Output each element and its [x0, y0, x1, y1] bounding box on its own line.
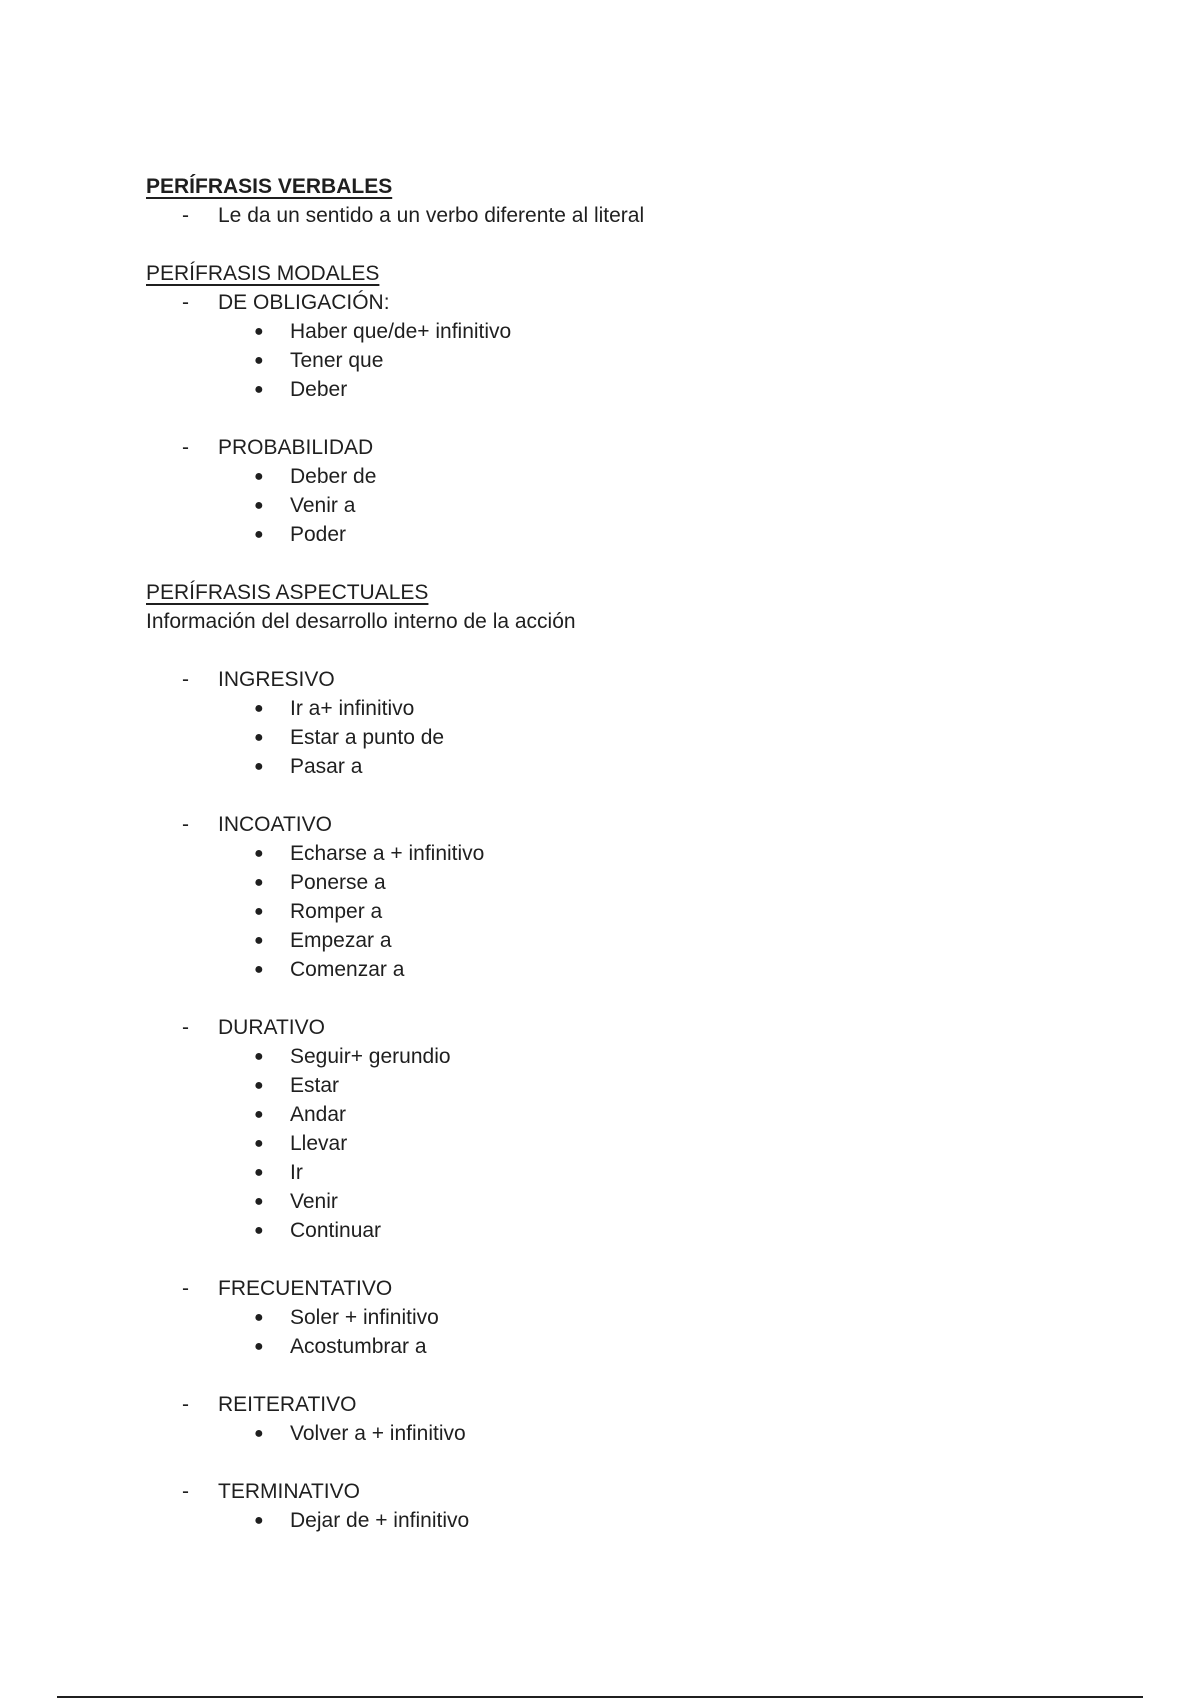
spacer: [146, 1535, 1136, 1564]
list-item-text: Ir a+ infinitivo: [290, 697, 415, 720]
spacer: [146, 230, 1136, 259]
bullet-icon: ●: [254, 874, 264, 891]
list-item: [146, 926, 1136, 955]
section-heading: PERÍFRASIS MODALES: [146, 262, 380, 285]
spacer: [146, 549, 1136, 578]
list-item: [146, 317, 1136, 346]
list-item-text: Continuar: [290, 1219, 382, 1242]
bullet-icon: ●: [254, 1048, 264, 1065]
dash-marker: -: [182, 204, 189, 227]
list-item: [146, 1187, 1136, 1216]
group-label-row: [146, 1390, 1136, 1419]
bullet-icon: ●: [254, 1309, 264, 1326]
group-label-row: [146, 665, 1136, 694]
list-item-text: Deber de: [290, 465, 377, 488]
list-item: [146, 462, 1136, 491]
list-item: [146, 491, 1136, 520]
list-item-text: Comenzar a: [290, 958, 405, 981]
list-item-text: Poder: [290, 523, 347, 546]
bullet-icon: ●: [254, 1135, 264, 1152]
bullet-icon: ●: [254, 961, 264, 978]
bullet-icon: ●: [254, 758, 264, 775]
dash-marker: -: [182, 1277, 189, 1300]
spacer: [146, 984, 1136, 1013]
spacer: [146, 404, 1136, 433]
group-label-row: [146, 810, 1136, 839]
list-item: [146, 1506, 1136, 1535]
bullet-icon: ●: [254, 1164, 264, 1181]
bullet-icon: ●: [254, 381, 264, 398]
list-item-text: Haber que/de+ infinitivo: [290, 320, 512, 343]
list-item-text: Llevar: [290, 1132, 348, 1155]
bullet-icon: ●: [254, 1193, 264, 1210]
section-heading-row: [146, 259, 1136, 288]
bullet-icon: ●: [254, 1106, 264, 1123]
bullet-icon: ●: [254, 729, 264, 746]
list-item-text: Venir: [290, 1190, 338, 1213]
group-label-row: [146, 1013, 1136, 1042]
list-item: [146, 346, 1136, 375]
title-note-row: [146, 201, 1136, 230]
group-label-row: [146, 288, 1136, 317]
section-heading: PERÍFRASIS ASPECTUALES: [146, 581, 429, 604]
list-item-text: Acostumbrar a: [290, 1335, 427, 1358]
list-item-text: Estar: [290, 1074, 340, 1097]
list-item-text: Echarse a + infinitivo: [290, 842, 485, 865]
list-item: [146, 955, 1136, 984]
dash-marker: -: [182, 1480, 189, 1503]
list-item-text: Seguir+ gerundio: [290, 1045, 451, 1068]
list-item: [146, 752, 1136, 781]
list-item-text: Dejar de + infinitivo: [290, 1509, 470, 1532]
section-heading-row: [146, 578, 1136, 607]
bullet-icon: ●: [254, 526, 264, 543]
list-item: [146, 1158, 1136, 1187]
group-label-row: [146, 433, 1136, 462]
bullet-icon: ●: [254, 468, 264, 485]
bullet-icon: ●: [254, 932, 264, 949]
dash-marker: -: [182, 1016, 189, 1039]
title-row: [146, 172, 1136, 201]
list-item: [146, 1332, 1136, 1361]
spacer: [146, 1245, 1136, 1274]
list-item: [146, 1071, 1136, 1100]
list-item-text: Deber: [290, 378, 348, 401]
list-item: [146, 1129, 1136, 1158]
bullet-icon: ●: [254, 1338, 264, 1355]
group-label: FRECUENTATIVO: [218, 1277, 393, 1300]
group-label: DE OBLIGACIÓN:: [218, 291, 390, 314]
section-description: Información del desarrollo interno de la acción: [146, 610, 576, 633]
spacer: [146, 1361, 1136, 1390]
group-label: DURATIVO: [218, 1016, 325, 1039]
spacer: [146, 1448, 1136, 1477]
list-item: [146, 1419, 1136, 1448]
dash-marker: -: [182, 668, 189, 691]
group-label-row: [146, 1477, 1136, 1506]
list-item-text: Volver a + infinitivo: [290, 1422, 466, 1445]
list-item: [146, 1042, 1136, 1071]
list-item: [146, 897, 1136, 926]
spacer: [146, 781, 1136, 810]
group-label: INGRESIVO: [218, 668, 335, 691]
group-label: INCOATIVO: [218, 813, 332, 836]
bullet-icon: ●: [254, 1512, 264, 1529]
bullet-icon: ●: [254, 845, 264, 862]
bullet-icon: ●: [254, 903, 264, 920]
list-item-text: Romper a: [290, 900, 383, 923]
list-item-text: Estar a punto de: [290, 726, 445, 749]
bullet-icon: ●: [254, 700, 264, 717]
document-body: [146, 172, 1136, 1564]
list-item: [146, 520, 1136, 549]
bottom-rule: [57, 1696, 1143, 1698]
bullet-icon: ●: [254, 352, 264, 369]
list-item: [146, 839, 1136, 868]
list-item-text: Soler + infinitivo: [290, 1306, 439, 1329]
list-item-text: Venir a: [290, 494, 356, 517]
list-item: [146, 375, 1136, 404]
group-label: PROBABILIDAD: [218, 436, 374, 459]
dash-marker: -: [182, 813, 189, 836]
bullet-icon: ●: [254, 1425, 264, 1442]
spacer: [146, 636, 1136, 665]
bullet-icon: ●: [254, 323, 264, 340]
list-item-text: Ponerse a: [290, 871, 386, 894]
dash-marker: -: [182, 436, 189, 459]
sections: [146, 259, 1136, 1564]
list-item-text: Tener que: [290, 349, 384, 372]
list-item: [146, 868, 1136, 897]
list-item: [146, 1303, 1136, 1332]
list-item-text: Empezar a: [290, 929, 392, 952]
document-title: PERÍFRASIS VERBALES: [146, 175, 393, 198]
group-label: TERMINATIVO: [218, 1480, 360, 1503]
bullet-icon: ●: [254, 1077, 264, 1094]
list-item: [146, 1100, 1136, 1129]
dash-marker: -: [182, 1393, 189, 1416]
list-item: [146, 723, 1136, 752]
list-item: [146, 694, 1136, 723]
bullet-icon: ●: [254, 1222, 264, 1239]
list-item: [146, 1216, 1136, 1245]
group-label-row: [146, 1274, 1136, 1303]
list-item-text: Pasar a: [290, 755, 363, 778]
group-label: REITERATIVO: [218, 1393, 357, 1416]
section-description-row: [146, 607, 1136, 636]
bullet-icon: ●: [254, 497, 264, 514]
list-item-text: Ir: [290, 1161, 303, 1184]
dash-marker: -: [182, 291, 189, 314]
title-note: Le da un sentido a un verbo diferente al literal: [218, 204, 645, 227]
list-item-text: Andar: [290, 1103, 347, 1126]
